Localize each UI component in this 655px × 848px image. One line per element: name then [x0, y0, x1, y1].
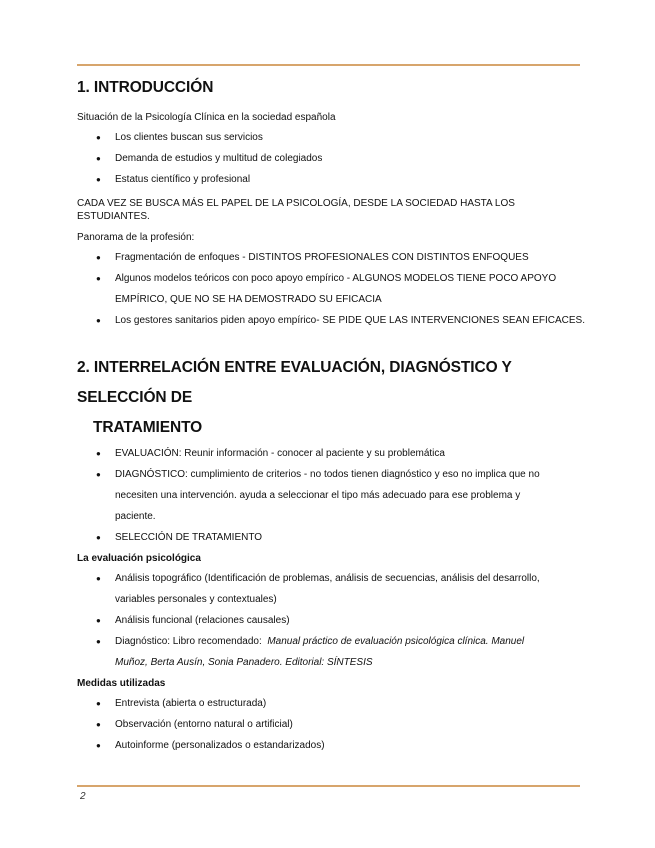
list-item: ● Análisis funcional (relaciones causales) [77, 610, 587, 631]
section-2-title-line1: 2. INTERRELACIÓN ENTRE EVALUACIÓN, DIAGNÓSTICO Y SELECCIÓN DE [77, 359, 512, 406]
list-item: ● Estatus científico y profesional [77, 169, 587, 190]
list-item-line: Algunos modelos teóricos con poco apoyo empírico - ALGUNOS MODELOS TIENE POCO APOYO [115, 273, 557, 284]
list-item [77, 568, 587, 610]
header-rule [77, 64, 580, 66]
list-item: ● SELECCIÓN DE TRATAMIENTO [77, 527, 587, 548]
list-item-line: DIAGNÓSTICO: cumplimiento de criterios - no todos tienen diagnóstico y eso no implica que no [115, 469, 540, 480]
list-item: ● Fragmentación de enfoques - DISTINTOS PROFESIONALES CON DISTINTOS ENFOQUES [77, 247, 587, 268]
caps-note: CADA VEZ SE BUSCA MÁS EL PAPEL DE LA PSICOLOGÍA, DESDE LA SOCIEDAD HASTA LOS ESTUDIANTES. [77, 198, 515, 222]
intro-text: Situación de la Psicología Clínica en la sociedad española [77, 112, 336, 123]
section-2-title [77, 353, 587, 443]
list-item [77, 268, 587, 310]
footer-rule [77, 785, 580, 787]
list-item: ● Autoinforme (personalizados o estandarizados) [77, 735, 587, 756]
evaluacion-list [77, 568, 587, 673]
list-item-line: variables personales y contextuales) [115, 594, 277, 605]
section-introduccion [77, 79, 587, 331]
list-item: ● Observación (entorno natural o artificial) [77, 714, 587, 735]
list-item: ● Los gestores sanitarios piden apoyo empírico- SE PIDE QUE LAS INTERVENCIONES SEAN EFICACES. [77, 310, 587, 331]
book-title-line1: Manual práctico de evaluación psicológica clínica. Manuel [267, 636, 525, 647]
list-item-line: necesiten una intervención. ayuda a seleccionar el tipo más adecuado para ese problema y [115, 490, 521, 501]
list-item-line: paciente. [115, 511, 156, 522]
medidas-list [77, 693, 587, 756]
list-item: ● EVALUACIÓN: Reunir información - conocer al paciente y su problemática [77, 443, 587, 464]
list-item [77, 631, 587, 673]
panorama-label: Panorama de la profesión: [77, 232, 195, 243]
section-2-title-line2: TRATAMIENTO [93, 419, 203, 436]
section-1-title: 1. INTRODUCCIÓN [77, 79, 214, 96]
panorama-list [77, 247, 587, 331]
medidas-heading: Medidas utilizadas [77, 678, 166, 689]
document-page [77, 76, 587, 760]
section-2-list [77, 443, 587, 548]
intro-list [77, 127, 587, 190]
page-number: 2 [80, 791, 86, 802]
book-title-line2: Muñoz, Berta Ausín, Sonia Panadero. Editorial: SÍNTESIS [115, 657, 373, 668]
list-item [77, 464, 587, 527]
list-item-line: EMPÍRICO, QUE NO SE HA DEMOSTRADO SU EFICACIA [115, 294, 382, 305]
diagnostico-label: Diagnóstico: Libro recomendado: [115, 636, 262, 647]
list-item-line: Análisis topográfico (Identificación de problemas, análisis de secuencias, análisis del desarrollo, [115, 573, 540, 584]
evaluacion-heading: La evaluación psicológica [77, 553, 201, 564]
list-item: ● Demanda de estudios y multitud de colegiados [77, 148, 587, 169]
list-item: ● Entrevista (abierta o estructurada) [77, 693, 587, 714]
list-item: ● Los clientes buscan sus servicios [77, 127, 587, 148]
section-interrelacion [77, 353, 587, 756]
